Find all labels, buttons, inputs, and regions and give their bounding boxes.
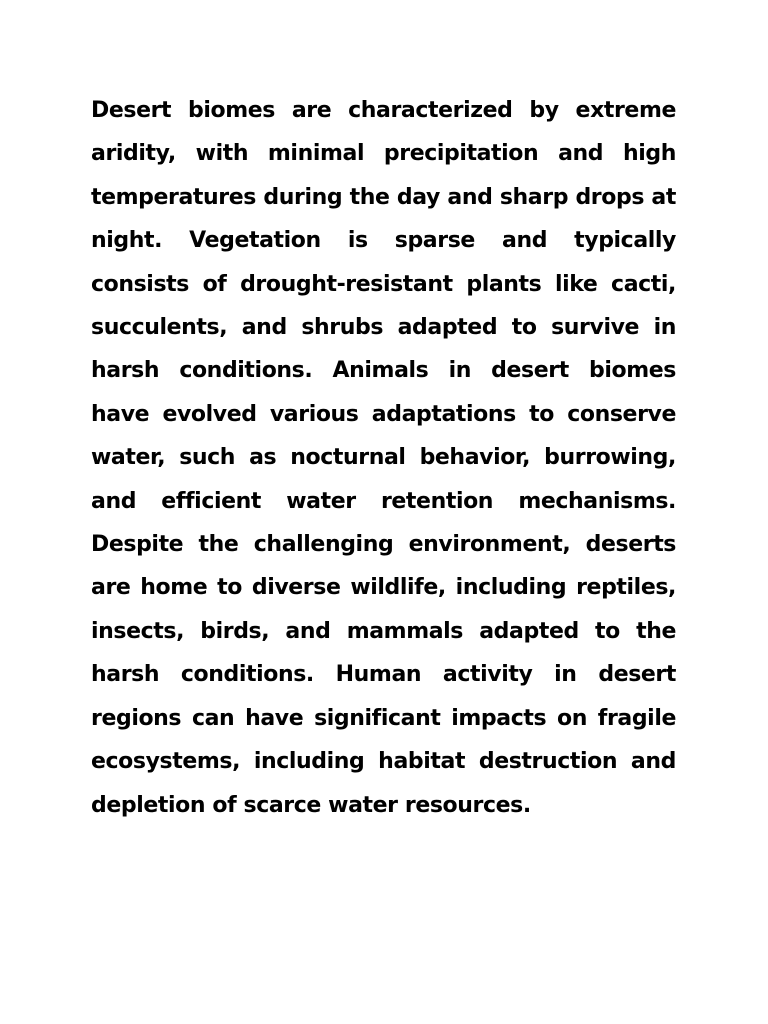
- body-paragraph: Desert biomes are characterized by extreme aridity, with minimal precipitation and high temperatures during the day and sharp drops at night. Vegetation is sparse and typically consists of drought-resistant plants like cacti, succulents, and shrubs adapted to survive in harsh conditions. Animals in desert biomes have evolved various adaptations to conserve water, such as nocturnal behavior, burrowing, and efficient water retention mechanisms. Despite the challenging environment, deserts are home to diverse wildlife, including reptiles, insects, birds, and mammals adapted to the harsh conditions. Human activity in desert regions can have significant impacts on fragile ecosystems, including habitat destruction and depletion of scarce water resources.: [91, 98, 676, 818]
